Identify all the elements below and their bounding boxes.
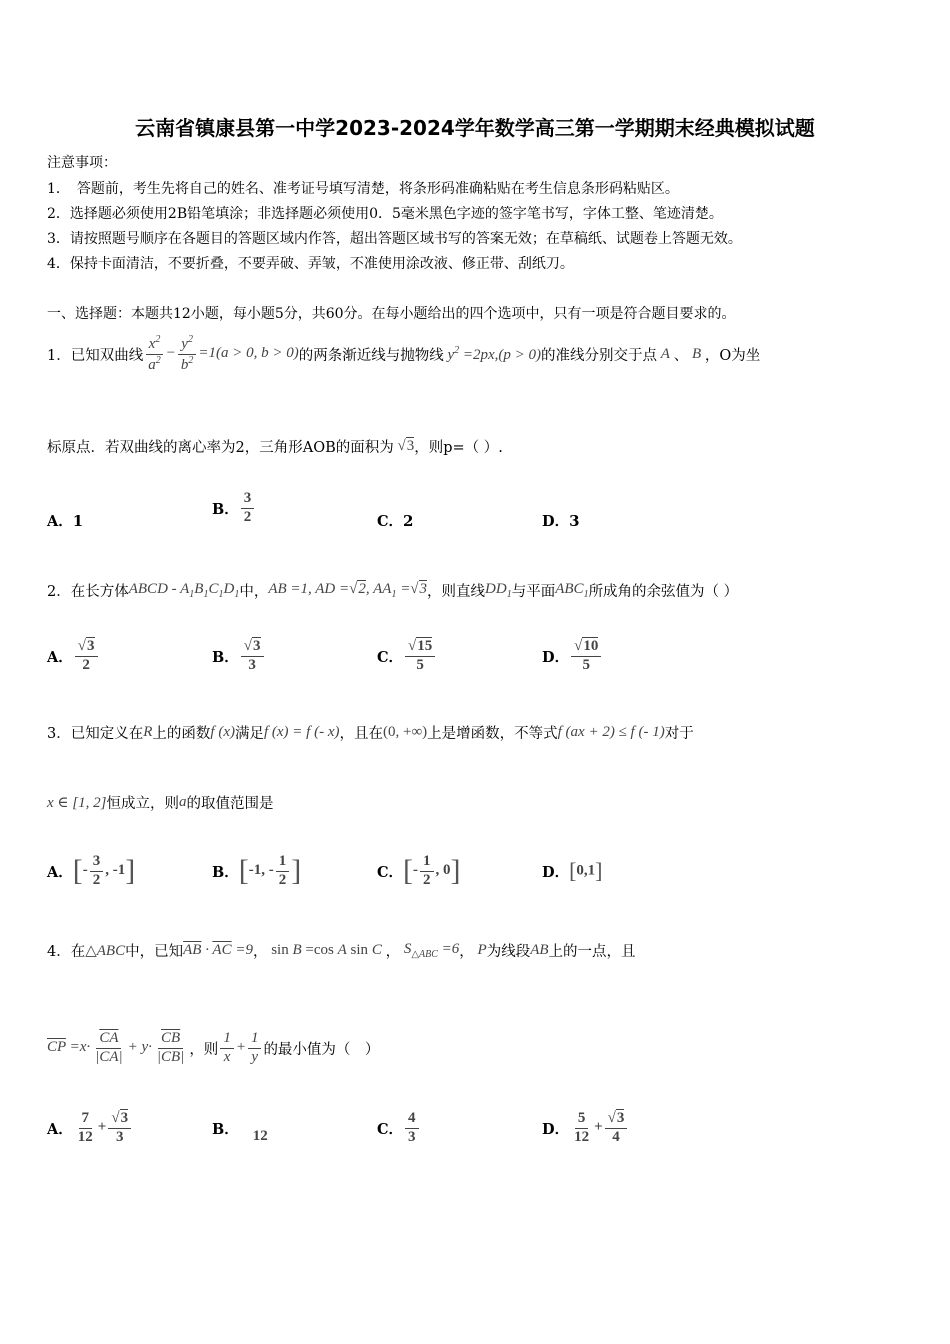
q3-text-3: 满足 bbox=[234, 725, 264, 742]
q4-trig-condition: sin B =cos A sin C bbox=[267, 941, 382, 958]
q4-text-1: 4．在 bbox=[47, 943, 86, 960]
q4-area: $S_{\triangle ABC} =6$ bbox=[400, 940, 460, 960]
q3-option-b-value: [-1, - $\frac{1}{2}$ ] bbox=[238, 853, 302, 888]
q4-option-a[interactable]: A． $\frac{7}{12}$ + $\frac{√3}{3}$ bbox=[47, 1100, 133, 1156]
q3-text-8: 的取值范围是 bbox=[186, 795, 274, 812]
q3-text-7: 恒成立，则 bbox=[106, 795, 179, 812]
question-4-line-2 bbox=[47, 1016, 379, 1080]
q3-text-1: 3．已知定义在 bbox=[47, 725, 144, 742]
q4-text-4: ， bbox=[385, 943, 401, 960]
q3-inequality: f (ax + 2) ≤ f (- 1) bbox=[557, 723, 665, 740]
q4-option-c-value: $\frac{4}{3}$ bbox=[405, 1110, 419, 1146]
q1-option-a[interactable]: A．1 bbox=[47, 512, 84, 530]
q4-option-a-value: $\frac{7}{12}$ + $\frac{√3}{3}$ bbox=[73, 1110, 133, 1146]
q2-option-a[interactable]: A． $\frac{√3}{2}$ bbox=[47, 630, 100, 682]
question-1-line-1 bbox=[47, 328, 760, 380]
q4-text-5: ， bbox=[459, 943, 474, 960]
q1-text-3: 的准线分别交于点 bbox=[541, 347, 658, 364]
q4-objective: $\frac{1}{x}$ + $\frac{1}{y}$ bbox=[218, 1030, 263, 1066]
q4-segment-ab: AB bbox=[530, 941, 549, 958]
q1-text-6: 标原点．若双曲线的离心率为2，三角形AOB的面积为 bbox=[47, 439, 394, 456]
note-item-1: 1． 答题前，考生先将自己的姓名、准考证号填写清楚，将条形码准确粘贴在考生信息条形码粘贴区。 bbox=[47, 181, 679, 197]
q4-point-p: P bbox=[473, 941, 487, 958]
q4-option-d-value: $\frac{5}{12}$ + $\frac{√3}{4}$ bbox=[569, 1110, 629, 1146]
q3-option-d-value: [0,1] bbox=[569, 858, 603, 883]
section-heading: 一、选择题：本题共12小题，每小题5分，共60分。在每小题给出的四个选项中，只有一项是符合题目要求的。 bbox=[47, 306, 736, 322]
q2-option-c-value: $\frac{√15}{5}$ bbox=[405, 638, 435, 674]
q3-set-r: R bbox=[143, 723, 153, 740]
q1-point-b: B bbox=[688, 345, 705, 362]
q3-interval: (0, +∞) bbox=[382, 723, 428, 740]
q1-option-d[interactable]: D．3 bbox=[542, 512, 580, 530]
q3-fx: f (x) bbox=[210, 723, 235, 740]
notes-heading: 注意事项： bbox=[47, 155, 117, 171]
q2-text-5: 所成角的余弦值为（ ） bbox=[588, 583, 739, 600]
q3-text-5: 上是增函数，不等式 bbox=[427, 725, 558, 742]
question-3-line-1 bbox=[47, 710, 694, 754]
q2-option-a-value: $\frac{√3}{2}$ bbox=[75, 638, 98, 674]
q3-text-6: 对于 bbox=[664, 725, 694, 742]
note-item-2: 2．选择题必须使用2B铅笔填涂；非选择题必须使用0．5毫米黑色字迹的签字笔书写，字体工整、笔迹清楚。 bbox=[47, 206, 723, 222]
q1-option-b[interactable]: B． $\frac{3}{2}$ bbox=[212, 483, 256, 533]
question-2-line-1 bbox=[47, 568, 738, 612]
q2-option-d[interactable]: D． $\frac{√10}{5}$ bbox=[542, 630, 603, 682]
q2-option-b-value: $\frac{√3}{3}$ bbox=[241, 638, 264, 674]
q4-text-8: ，则 bbox=[189, 1041, 219, 1058]
q1-text-5: ，O为坐 bbox=[704, 347, 761, 364]
q2-text-4: 与平面 bbox=[511, 583, 556, 600]
q4-dot-product: $\overline{AB} \cdot \overline{AC} =9$ bbox=[183, 941, 253, 958]
q4-option-d[interactable]: D． $\frac{5}{12}$ + $\frac{√3}{4}$ bbox=[542, 1100, 629, 1156]
q2-option-d-value: $\frac{√10}{5}$ bbox=[571, 638, 601, 674]
q1-text-1: 1．已知双曲线 bbox=[47, 347, 144, 364]
q1-hyperbola-formula: $\frac{x^2}{a^2}$ − $\frac{y^2}{b^2}$ =1(a > 0, b > 0) bbox=[143, 334, 298, 374]
q2-box-name: ABCD - $A_1B_1C_1D_1$ bbox=[128, 580, 240, 600]
q1-parabola-formula: $y^2 =2px,(p > 0)$ bbox=[443, 344, 542, 363]
q1-option-c[interactable]: C．2 bbox=[377, 512, 414, 530]
q4-triangle: △ABC bbox=[85, 942, 126, 959]
q1-point-a: A bbox=[657, 345, 674, 362]
q3-option-c[interactable]: C． [- $\frac{1}{2}$ , 0] bbox=[377, 853, 461, 888]
q4-option-c[interactable]: C． $\frac{4}{3}$ bbox=[377, 1100, 421, 1156]
question-3-line-2 bbox=[47, 784, 273, 820]
q3-even-condition: f (x) = f (- x) bbox=[263, 723, 340, 740]
q3-option-a-value: [- $\frac{3}{2}$ , -1] bbox=[72, 853, 136, 888]
q3-x-range: x ∈ [1, 2] bbox=[47, 794, 107, 811]
q4-text-9: 的最小值为（ ） bbox=[263, 1041, 380, 1058]
q3-text-4: ，且在 bbox=[339, 725, 383, 742]
q2-plane-abc1: $ABC_1$ bbox=[555, 580, 589, 600]
q2-line-dd1: $DD_1$ bbox=[485, 580, 512, 600]
q1-text-7: ，则p=（ ）. bbox=[414, 439, 503, 456]
page-title: 云南省镇康县第一中学2023-2024学年数学高三第一学期期末经典模拟试题 bbox=[135, 116, 815, 140]
q2-edge-values: AB =1, AD =√2, $AA_1 =√3$ bbox=[268, 580, 428, 600]
q3-text-2: 上的函数 bbox=[152, 725, 211, 742]
q3-option-c-value: [- $\frac{1}{2}$ , 0] bbox=[403, 853, 461, 888]
q1-text-2: 的两条渐近线与抛物线 bbox=[298, 347, 444, 364]
q2-option-b[interactable]: B． $\frac{√3}{3}$ bbox=[212, 630, 266, 682]
q1-sqrt3: √3 bbox=[393, 437, 415, 454]
q3-option-a[interactable]: A． [- $\frac{3}{2}$ , -1] bbox=[47, 853, 136, 888]
q4-option-b-value: 12 bbox=[252, 1127, 268, 1144]
q4-vector-cp: $\overline{CP} =x\cdot$ $\frac{\overline{CA}}{|\overline{CA}|}$ + y· $\frac{\overline{CB}}{|\overline{CB}|}$ bbox=[47, 1030, 185, 1065]
q3-option-b[interactable]: B． [-1, - $\frac{1}{2}$ ] bbox=[212, 853, 302, 888]
q1-text-4: 、 bbox=[673, 347, 689, 364]
q2-text-3: ，则直线 bbox=[427, 583, 486, 600]
note-item-4: 4．保持卡面清洁，不要折叠，不要弄破、弄皱，不准使用涂改液、修正带、刮纸刀。 bbox=[47, 256, 574, 272]
question-1-line-2 bbox=[47, 428, 503, 464]
q4-text-3: ， bbox=[252, 943, 268, 960]
q2-text-1: 2．在长方体 bbox=[47, 583, 129, 600]
q1-option-b-value: $\frac{3}{2}$ bbox=[241, 490, 255, 526]
q4-text-6: 为线段 bbox=[486, 943, 531, 960]
q4-text-7: 上的一点，且 bbox=[548, 943, 636, 960]
q3-var-a: a bbox=[178, 793, 187, 810]
q4-text-2: 中，已知 bbox=[125, 943, 184, 960]
q3-option-d[interactable]: D． [0,1] bbox=[542, 858, 603, 883]
q4-option-b[interactable]: B． 12 bbox=[212, 1120, 268, 1144]
note-item-3: 3．请按照题号顺序在各题目的答题区域内作答，超出答题区域书写的答案无效；在草稿纸、试题卷上答题无效。 bbox=[47, 231, 742, 247]
q2-text-2: 中， bbox=[239, 583, 269, 600]
q2-option-c[interactable]: C． $\frac{√15}{5}$ bbox=[377, 630, 437, 682]
question-4-line-1 bbox=[47, 928, 636, 972]
